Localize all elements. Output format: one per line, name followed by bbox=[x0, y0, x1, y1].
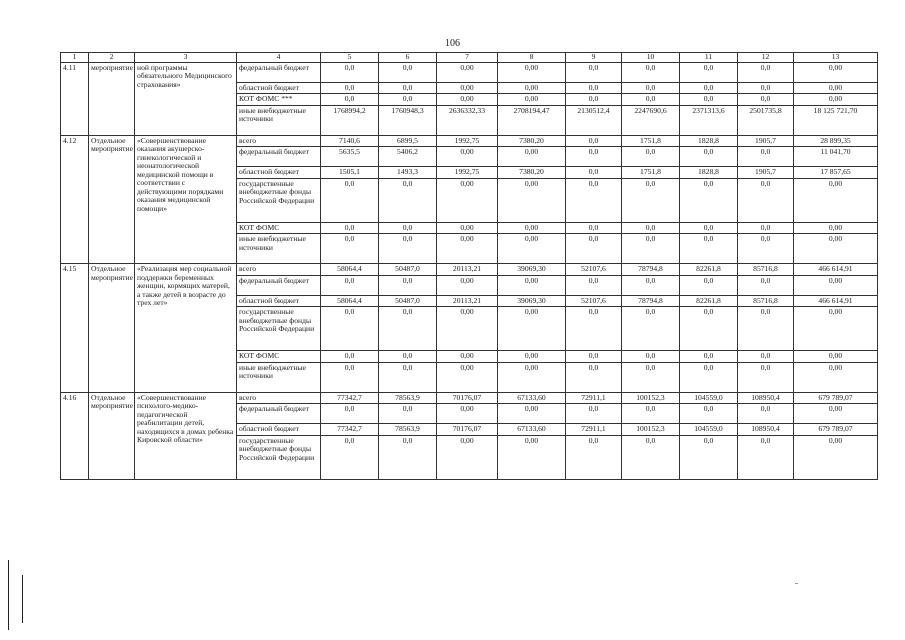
amount-cell: 0,00 bbox=[498, 362, 566, 392]
column-header: 3 bbox=[135, 53, 237, 63]
amount-cell: 78563,9 bbox=[379, 392, 437, 404]
amount-cell: 0,0 bbox=[321, 362, 379, 392]
amount-cell: 0,0 bbox=[566, 275, 622, 295]
column-header: 4 bbox=[237, 53, 321, 63]
amount-cell: 0,0 bbox=[566, 222, 622, 234]
amount-cell: 0,0 bbox=[321, 82, 379, 94]
funding-source: областной бюджет bbox=[237, 167, 321, 179]
amount-cell: 7380,20 bbox=[498, 135, 566, 147]
amount-cell: 0,00 bbox=[794, 234, 878, 264]
funding-source: федеральный бюджет bbox=[237, 404, 321, 424]
funding-source: областной бюджет bbox=[237, 82, 321, 94]
column-header: 13 bbox=[794, 53, 878, 63]
amount-cell: 0,0 bbox=[379, 234, 437, 264]
funding-source: всего bbox=[237, 135, 321, 147]
margin-mark bbox=[8, 560, 9, 630]
column-header: 8 bbox=[498, 53, 566, 63]
amount-cell: 11 041,70 bbox=[794, 147, 878, 167]
amount-cell: 0,00 bbox=[498, 94, 566, 106]
amount-cell: 0,00 bbox=[498, 62, 566, 82]
column-header: 11 bbox=[680, 53, 738, 63]
funding-source: федеральный бюджет bbox=[237, 62, 321, 82]
amount-cell: 0,0 bbox=[622, 147, 680, 167]
amount-cell: 0,0 bbox=[738, 147, 794, 167]
amount-cell: 5406,2 bbox=[379, 147, 437, 167]
amount-cell: 104559,0 bbox=[680, 392, 738, 404]
amount-cell: 7140,6 bbox=[321, 135, 379, 147]
amount-cell: 0,0 bbox=[566, 362, 622, 392]
row-id: 4.12 bbox=[61, 135, 89, 264]
amount-cell: 0,0 bbox=[622, 275, 680, 295]
amount-cell: 0,00 bbox=[437, 94, 498, 106]
amount-cell: 0,0 bbox=[680, 404, 738, 424]
amount-cell: 0,00 bbox=[437, 178, 498, 222]
amount-cell: 0,0 bbox=[680, 94, 738, 106]
amount-cell: 0,00 bbox=[794, 362, 878, 392]
amount-cell: 0,0 bbox=[566, 147, 622, 167]
amount-cell: 0,0 bbox=[566, 351, 622, 363]
table-row bbox=[61, 135, 878, 147]
funding-source: КОТ ФОМС bbox=[237, 222, 321, 234]
funding-source: КОТ ФОМС *** bbox=[237, 94, 321, 106]
amount-cell: 0,0 bbox=[321, 234, 379, 264]
amount-cell: 108950,4 bbox=[738, 392, 794, 404]
amount-cell: 82261,8 bbox=[680, 264, 738, 276]
amount-cell: 0,0 bbox=[379, 351, 437, 363]
amount-cell: 0,00 bbox=[437, 82, 498, 94]
amount-cell: 0,00 bbox=[794, 222, 878, 234]
amount-cell: 0,0 bbox=[566, 94, 622, 106]
amount-cell: 1493,3 bbox=[379, 167, 437, 179]
amount-cell: 0,00 bbox=[437, 307, 498, 351]
amount-cell: 2501735,8 bbox=[738, 105, 794, 135]
amount-cell: 0,00 bbox=[794, 275, 878, 295]
amount-cell: 77342,7 bbox=[321, 424, 379, 436]
amount-cell: 0,0 bbox=[680, 351, 738, 363]
row-name: «Совершенствование психолого-медико-педагогической реабилитации детей, находящихся в домах ребенка Кировской области» bbox=[135, 392, 237, 479]
amount-cell: 0,0 bbox=[680, 435, 738, 479]
amount-cell: 28 899,35 bbox=[794, 135, 878, 147]
amount-cell: 0,0 bbox=[680, 147, 738, 167]
amount-cell: 0,0 bbox=[622, 404, 680, 424]
amount-cell: 1828,8 bbox=[680, 135, 738, 147]
amount-cell: 0,0 bbox=[379, 404, 437, 424]
amount-cell: 0,00 bbox=[437, 62, 498, 82]
amount-cell: 0,0 bbox=[566, 404, 622, 424]
funding-source: всего bbox=[237, 392, 321, 404]
amount-cell: 0,0 bbox=[379, 94, 437, 106]
funding-source: иные внебюджетные источники bbox=[237, 362, 321, 392]
amount-cell: 0,00 bbox=[437, 222, 498, 234]
amount-cell: 0,0 bbox=[321, 307, 379, 351]
amount-cell: 0,0 bbox=[738, 275, 794, 295]
table-row bbox=[61, 264, 878, 276]
funding-source: государственные внебюджетные фонды Российской Федерации bbox=[237, 307, 321, 351]
amount-cell: 0,0 bbox=[738, 435, 794, 479]
amount-cell: 0,0 bbox=[321, 404, 379, 424]
amount-cell: 82261,8 bbox=[680, 295, 738, 307]
amount-cell: 20113,21 bbox=[437, 264, 498, 276]
funding-source: иные внебюджетные источники bbox=[237, 234, 321, 264]
amount-cell: 52107,6 bbox=[566, 295, 622, 307]
amount-cell: 70176,07 bbox=[437, 392, 498, 404]
amount-cell: 58064,4 bbox=[321, 295, 379, 307]
amount-cell: 0,00 bbox=[498, 404, 566, 424]
amount-cell: 0,0 bbox=[622, 307, 680, 351]
amount-cell: 0,00 bbox=[498, 351, 566, 363]
amount-cell: 0,0 bbox=[566, 435, 622, 479]
amount-cell: 0,0 bbox=[321, 94, 379, 106]
amount-cell: 1751,8 bbox=[622, 167, 680, 179]
amount-cell: 0,0 bbox=[566, 178, 622, 222]
amount-cell: 0,00 bbox=[437, 351, 498, 363]
amount-cell: 0,0 bbox=[680, 234, 738, 264]
funding-source: КОТ ФОМС bbox=[237, 351, 321, 363]
amount-cell: 85716,8 bbox=[738, 295, 794, 307]
amount-cell: 466 614,91 bbox=[794, 264, 878, 276]
amount-cell: 0,0 bbox=[566, 82, 622, 94]
amount-cell: 0,0 bbox=[738, 307, 794, 351]
column-header: 2 bbox=[89, 53, 135, 63]
amount-cell: 0,0 bbox=[379, 62, 437, 82]
amount-cell: 0,00 bbox=[437, 147, 498, 167]
amount-cell: 100152,3 bbox=[622, 424, 680, 436]
amount-cell: 0,00 bbox=[498, 222, 566, 234]
amount-cell: 0,00 bbox=[794, 404, 878, 424]
funding-source: государственные внебюджетные фонды Российской Федерации bbox=[237, 435, 321, 479]
amount-cell: 20113,21 bbox=[437, 295, 498, 307]
amount-cell: 0,0 bbox=[321, 222, 379, 234]
column-header: 9 bbox=[566, 53, 622, 63]
row-name: «Совершенствование оказания акушерско-гинекологической и неонатологической медицинской помощи в соответствии с действующими порядками оказания медицинской помощи» bbox=[135, 135, 237, 264]
amount-cell: 0,0 bbox=[622, 82, 680, 94]
amount-cell: 0,0 bbox=[566, 307, 622, 351]
amount-cell: 0,0 bbox=[379, 307, 437, 351]
amount-cell: 0,0 bbox=[738, 178, 794, 222]
row-name: «Реализация мер социальной поддержки беременных женщин, кормящих матерей, а также детей в возрасте до трех лет» bbox=[135, 264, 237, 393]
amount-cell: 0,0 bbox=[379, 435, 437, 479]
column-header: 5 bbox=[321, 53, 379, 63]
margin-mark bbox=[22, 575, 23, 623]
page-number: 106 bbox=[445, 38, 460, 49]
row-type: Отдельное мероприятие bbox=[89, 135, 135, 264]
amount-cell: 0,0 bbox=[738, 351, 794, 363]
amount-cell: 0,0 bbox=[738, 234, 794, 264]
amount-cell: 0,0 bbox=[566, 234, 622, 264]
amount-cell: 0,00 bbox=[498, 234, 566, 264]
amount-cell: 0,0 bbox=[566, 167, 622, 179]
amount-cell: 0,0 bbox=[680, 62, 738, 82]
amount-cell: 1768994,2 bbox=[321, 105, 379, 135]
column-header: 12 bbox=[738, 53, 794, 63]
amount-cell: 2708194,47 bbox=[498, 105, 566, 135]
amount-cell: 1751,8 bbox=[622, 135, 680, 147]
amount-cell: 0,0 bbox=[738, 362, 794, 392]
amount-cell: 0,00 bbox=[498, 307, 566, 351]
amount-cell: 1992,75 bbox=[437, 167, 498, 179]
amount-cell: 67133,60 bbox=[498, 392, 566, 404]
row-type: Отдельное мероприятие bbox=[89, 392, 135, 479]
amount-cell: 0,00 bbox=[794, 435, 878, 479]
amount-cell: 0,0 bbox=[566, 135, 622, 147]
amount-cell: 0,0 bbox=[379, 275, 437, 295]
amount-cell: 2636332,33 bbox=[437, 105, 498, 135]
funding-source: государственные внебюджетные фонды Российской Федерации bbox=[237, 178, 321, 222]
amount-cell: 679 789,07 bbox=[794, 392, 878, 404]
amount-cell: 85716,8 bbox=[738, 264, 794, 276]
amount-cell: 0,00 bbox=[437, 275, 498, 295]
amount-cell: 39069,30 bbox=[498, 295, 566, 307]
amount-cell: 0,00 bbox=[498, 178, 566, 222]
amount-cell: 39069,30 bbox=[498, 264, 566, 276]
amount-cell: 0,00 bbox=[794, 62, 878, 82]
amount-cell: 0,0 bbox=[622, 234, 680, 264]
amount-cell: 0,0 bbox=[622, 178, 680, 222]
funding-source: федеральный бюджет bbox=[237, 147, 321, 167]
amount-cell: 78794,8 bbox=[622, 264, 680, 276]
amount-cell: 0,00 bbox=[498, 435, 566, 479]
amount-cell: 0,00 bbox=[437, 234, 498, 264]
speck bbox=[795, 583, 798, 584]
amount-cell: 72911,1 bbox=[566, 392, 622, 404]
column-header: 10 bbox=[622, 53, 680, 63]
table-row bbox=[61, 62, 878, 82]
amount-cell: 50487,0 bbox=[379, 295, 437, 307]
row-name: ной программы обязательного Медицинского страхования» bbox=[135, 62, 237, 135]
amount-cell: 6899,5 bbox=[379, 135, 437, 147]
funding-source: областной бюджет bbox=[237, 424, 321, 436]
amount-cell: 0,0 bbox=[566, 62, 622, 82]
amount-cell: 0,00 bbox=[794, 351, 878, 363]
amount-cell: 679 789,07 bbox=[794, 424, 878, 436]
funding-source: федеральный бюджет bbox=[237, 275, 321, 295]
amount-cell: 1505,1 bbox=[321, 167, 379, 179]
amount-cell: 1992,75 bbox=[437, 135, 498, 147]
amount-cell: 466 614,91 bbox=[794, 295, 878, 307]
amount-cell: 0,0 bbox=[680, 275, 738, 295]
amount-cell: 70176,07 bbox=[437, 424, 498, 436]
amount-cell: 72911,1 bbox=[566, 424, 622, 436]
amount-cell: 0,0 bbox=[680, 222, 738, 234]
amount-cell: 58064,4 bbox=[321, 264, 379, 276]
amount-cell: 0,00 bbox=[498, 147, 566, 167]
column-header: 6 bbox=[379, 53, 437, 63]
amount-cell: 0,00 bbox=[498, 275, 566, 295]
amount-cell: 0,0 bbox=[379, 222, 437, 234]
table-row bbox=[61, 392, 878, 404]
amount-cell: 18 125 721,70 bbox=[794, 105, 878, 135]
amount-cell: 0,0 bbox=[622, 62, 680, 82]
row-id: 4.15 bbox=[61, 264, 89, 393]
amount-cell: 0,00 bbox=[437, 362, 498, 392]
column-header: 7 bbox=[437, 53, 498, 63]
amount-cell: 0,0 bbox=[321, 435, 379, 479]
amount-cell: 0,0 bbox=[680, 307, 738, 351]
amount-cell: 50487,0 bbox=[379, 264, 437, 276]
amount-cell: 1905,7 bbox=[738, 167, 794, 179]
row-type: Отдельное мероприятие bbox=[89, 264, 135, 393]
amount-cell: 0,0 bbox=[622, 94, 680, 106]
amount-cell: 0,0 bbox=[680, 82, 738, 94]
funding-source: всего bbox=[237, 264, 321, 276]
amount-cell: 0,00 bbox=[794, 307, 878, 351]
amount-cell: 78563,9 bbox=[379, 424, 437, 436]
amount-cell: 108950,4 bbox=[738, 424, 794, 436]
amount-cell: 52107,6 bbox=[566, 264, 622, 276]
amount-cell: 0,0 bbox=[738, 404, 794, 424]
amount-cell: 100152,3 bbox=[622, 392, 680, 404]
amount-cell: 0,0 bbox=[379, 82, 437, 94]
amount-cell: 0,00 bbox=[794, 178, 878, 222]
amount-cell: 0,0 bbox=[622, 435, 680, 479]
amount-cell: 0,00 bbox=[794, 82, 878, 94]
amount-cell: 0,0 bbox=[680, 362, 738, 392]
amount-cell: 67133,60 bbox=[498, 424, 566, 436]
amount-cell: 0,0 bbox=[379, 178, 437, 222]
amount-cell: 0,0 bbox=[321, 351, 379, 363]
budget-table bbox=[60, 52, 878, 480]
amount-cell: 5635,5 bbox=[321, 147, 379, 167]
row-id: 4.11 bbox=[61, 62, 89, 135]
amount-cell: 1760948,3 bbox=[379, 105, 437, 135]
amount-cell: 0,0 bbox=[738, 82, 794, 94]
amount-cell: 1905,7 bbox=[738, 135, 794, 147]
amount-cell: 0,00 bbox=[437, 435, 498, 479]
amount-cell: 2130512,4 bbox=[566, 105, 622, 135]
amount-cell: 0,0 bbox=[321, 275, 379, 295]
amount-cell: 2371313,6 bbox=[680, 105, 738, 135]
amount-cell: 0,00 bbox=[498, 82, 566, 94]
amount-cell: 2247690,6 bbox=[622, 105, 680, 135]
amount-cell: 17 857,65 bbox=[794, 167, 878, 179]
amount-cell: 77342,7 bbox=[321, 392, 379, 404]
row-id: 4.16 bbox=[61, 392, 89, 479]
amount-cell: 0,0 bbox=[622, 351, 680, 363]
amount-cell: 104559,0 bbox=[680, 424, 738, 436]
amount-cell: 0,0 bbox=[379, 362, 437, 392]
amount-cell: 0,00 bbox=[794, 94, 878, 106]
amount-cell: 0,0 bbox=[321, 178, 379, 222]
column-header: 1 bbox=[61, 53, 89, 63]
amount-cell: 0,0 bbox=[738, 62, 794, 82]
header-row bbox=[61, 53, 878, 63]
amount-cell: 0,0 bbox=[738, 94, 794, 106]
amount-cell: 0,0 bbox=[680, 178, 738, 222]
amount-cell: 1828,8 bbox=[680, 167, 738, 179]
amount-cell: 0,0 bbox=[738, 222, 794, 234]
amount-cell: 0,00 bbox=[437, 404, 498, 424]
amount-cell: 78794,8 bbox=[622, 295, 680, 307]
row-type: мероприятие bbox=[89, 62, 135, 135]
funding-source: иные внебюджетные источники bbox=[237, 105, 321, 135]
amount-cell: 0,0 bbox=[622, 222, 680, 234]
amount-cell: 0,0 bbox=[321, 62, 379, 82]
funding-source: областной бюджет bbox=[237, 295, 321, 307]
amount-cell: 0,0 bbox=[622, 362, 680, 392]
amount-cell: 7380,20 bbox=[498, 167, 566, 179]
